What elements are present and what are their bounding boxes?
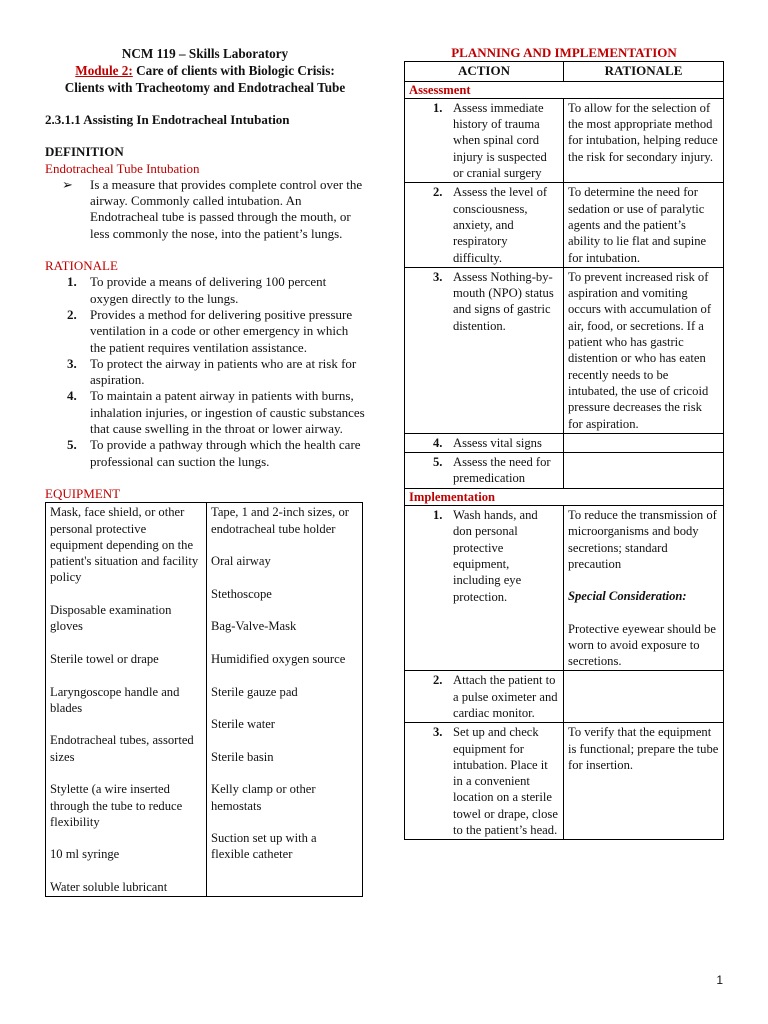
table-row: 2. Attach the patient to a pulse oximeter and cardiac monitor. — [405, 671, 724, 723]
definition-bullet — [45, 177, 365, 242]
table-row: 1. Assess immediate history of trauma when spinal cord injury is suspected or cranial surgery To allow for the selection of the most appropriate method for intubation, helping reduce the risk for secondary injury. — [405, 98, 724, 182]
module-title — [45, 62, 365, 79]
table-row: 1. Wash hands, and don personal protective equipment, including eye protection. To reduce the transmission of microorganisms and body secretions; standard precaution Special Consideration: Protective eyewear should be worn to avoid exposure to secretions. — [405, 506, 724, 671]
planning-heading: PLANNING AND IMPLEMENTATION — [451, 45, 677, 60]
equipment-col-1 — [46, 503, 207, 897]
list-item: Tape, 1 and 2-inch sizes, or endotracheal tube holder — [211, 505, 349, 536]
module-subtitle: Clients with Tracheotomy and Endotracheal Tube — [64, 80, 346, 95]
rationale-list — [45, 274, 365, 470]
list-item: Water soluble lubricant — [50, 880, 168, 895]
planning-table — [404, 61, 724, 840]
list-item: Stethoscope — [211, 586, 272, 601]
implementation-label: Implementation — [405, 488, 724, 505]
page-number: 1 — [716, 973, 723, 987]
assessment-group-row — [405, 81, 724, 98]
table-row: 3. Assess Nothing-by-mouth (NPO) status and signs of gastric distention. To prevent increased risk of aspiration and vomiting occurs with accumulation of air, food, or secretions. If a patient who has gastric distention or who has eaten recently needs to be intubated, the use of cricoid pressure decreases the risk for aspiration. — [405, 267, 724, 433]
table-row: 3. Set up and check equipment for intubation. Place it in a convenient location on a sterile towel or drape, close to the patient’s head. To verify that the equipment is functional; prepare the tube for insertion. — [405, 723, 724, 840]
list-item: 10 ml syringe — [50, 847, 120, 862]
right-column — [404, 45, 724, 840]
module-name: Care of clients with Biologic Crisis: — [136, 63, 335, 78]
list-item: 1. To provide a means of delivering 100 percent oxygen directly to the lungs. — [67, 274, 327, 306]
list-item: Laryngoscope handle and blades — [50, 684, 180, 715]
action-column-header: ACTION — [405, 62, 564, 81]
table-row: 4. Assess vital signs — [405, 433, 724, 452]
table-row: 2. Assess the level of consciousness, anxiety, and respiratory difficulty. To determine the need for sedation or use of paralytic agents and the patient’s ability to lie flat and supine for intubation. — [405, 183, 724, 267]
list-item: Bag-Valve-Mask — [211, 619, 297, 634]
course-title: NCM 119 – Skills Laboratory — [121, 46, 289, 61]
assessment-label: Assessment — [405, 81, 724, 98]
list-item: Sterile basin — [211, 749, 274, 764]
list-item: Oral airway — [211, 554, 271, 569]
list-item: Kelly clamp or other hemostats — [211, 782, 316, 813]
equipment-col-2 — [207, 503, 363, 897]
list-item: Mask, face shield, or other personal protective equipment depending on the patient's situation and facility policy — [50, 505, 199, 585]
definition-subheading: Endotracheal Tube Intubation — [45, 160, 200, 176]
list-item: Humidified oxygen source — [211, 651, 346, 666]
definition-text: Is a measure that provides complete control over the airway. Commonly called intubation. An Endotracheal tube is passed through the mouth, or less commonly the nose, into the patient’s lungs. — [90, 176, 363, 241]
definition-heading: DEFINITION — [45, 144, 124, 160]
special-consideration-label: Special Consideration: — [568, 589, 687, 604]
rationale-heading: RATIONALE — [45, 258, 118, 274]
list-item: Stylette (a wire inserted through the tube to reduce flexibility — [50, 782, 183, 829]
list-item: 3. To protect the airway in patients who are at risk for aspiration. — [67, 355, 357, 388]
list-item: 4. To maintain a patent airway in patients with burns, inhalation injuries, or ingestion of caustic substances that cause swelling in the throat or lower airway. — [67, 388, 365, 437]
equipment-heading: EQUIPMENT — [45, 485, 121, 501]
table-header-row — [405, 62, 724, 81]
list-item: 2. Provides a method for delivering positive pressure ventilation in a code or other emergency in which the patient requires ventilation assistance. — [67, 306, 353, 355]
list-item: 5. To provide a pathway through which the health care professional can suction the lungs. — [67, 437, 361, 469]
arrow-bullet-icon: ➢ — [62, 176, 73, 192]
section-title: 2.3.1.1 Assisting In Endotracheal Intubation — [45, 112, 290, 127]
left-column — [45, 45, 365, 897]
module-label: Module 2: — [75, 63, 133, 78]
list-item: Sterile gauze pad — [211, 684, 298, 699]
rationale-column-header: RATIONALE — [564, 62, 724, 81]
special-consideration-text: Protective eyewear should be worn to avoid exposure to secretions. — [568, 621, 716, 669]
implementation-group-row — [405, 488, 724, 505]
list-item: Suction set up with a flexible catheter — [211, 831, 317, 862]
table-row: 5. Assess the need for premedication — [405, 453, 724, 489]
list-item: Sterile water — [211, 717, 275, 732]
list-item: Sterile towel or drape — [50, 651, 159, 666]
list-item: Disposable examination gloves — [50, 603, 172, 634]
list-item: Endotracheal tubes, assorted sizes — [50, 733, 194, 764]
equipment-table — [45, 502, 363, 897]
